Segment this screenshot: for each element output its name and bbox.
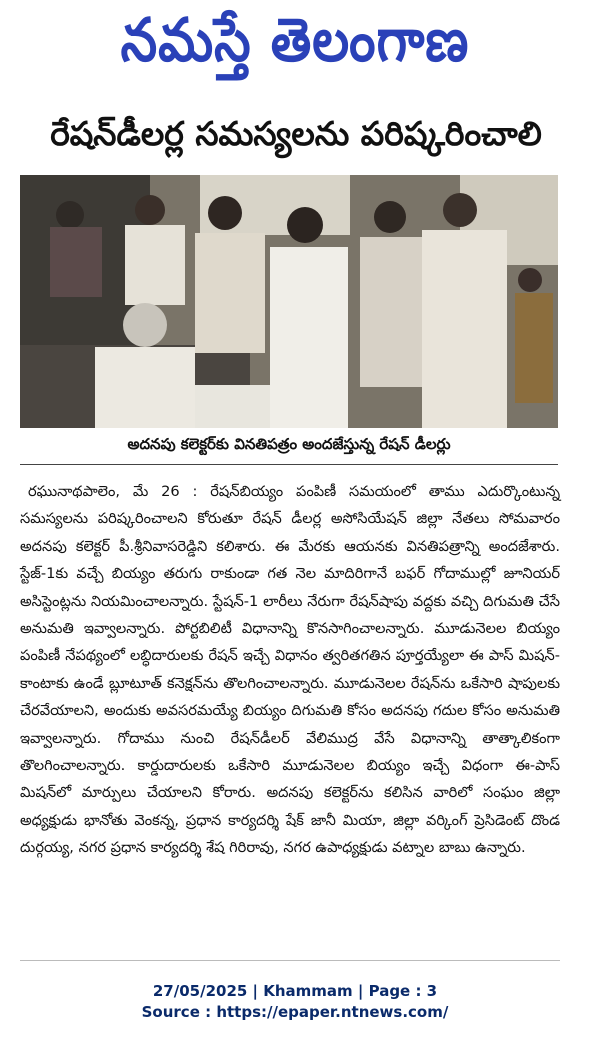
article-body	[20, 478, 560, 862]
article-headline	[20, 104, 572, 170]
photo-caption	[20, 428, 558, 465]
photo-caption-text: అదనపు కలెక్టర్‌కు వినతిపత్రం అందజేస్తున్న రేషన్ డీలర్లు	[127, 435, 451, 453]
headline-text: రేషన్‌డీలర్ల సమస్యలను పరిష్కరించాలి	[50, 113, 542, 153]
newspaper-masthead	[0, 0, 590, 96]
masthead-title: నమస్తే తెలంగాణ	[120, 6, 470, 76]
footer-source: Source : https://epaper.ntnews.com/	[141, 1003, 449, 1021]
article-paragraph: రఘునాథపాలెం, మే 26 : రేషన్‌బియ్యం పంపిణీ సమయంలో తాము ఎదుర్కొంటున్న సమస్యలను పరిష్కరించాలని కోరుతూ రేషన్ డీలర్ల అసోసియేషన్ జిల్లా నేతలు సోమవారం అదనపు కలెక్టర్ పీ.శ్రీనివాసరెడ్డిని కలిశారు. ఈ మేరకు ఆయనకు వినతిపత్రాన్ని అందజేశారు. స్టేజ్-1కు వచ్చే బియ్యం తరుగు రాకుండా గత నెల మాదిరిగానే బఫర్ గోదాముల్లో జూనియర్ అసిస్టెంట్లను నియమించాలన్నారు. స్టేషన్-1 లారీలు నేరుగా రేషన్‌షాపు వద్దకు వచ్చి దిగుమతి చేసే అనుమతి ఇవ్వాలన్నారు. పోర్టబిలిటీ విధానాన్ని కొనసాగించాలన్నారు. మూడునెలల బియ్యం పంపిణీ నేపథ్యంలో లబ్ధిదారులకు రేషన్ ఇచ్చే విధానం త్వరితగతిన పూర్తయ్యేలా ఈ పాస్ మిషన్-కాంటాకు ఉండే బ్లూటూత్ కనెక్షన్‌ను తొలగించాలన్నారు. మూడునెలల రేషన్‌ను ఒకేసారి షాపులకు చేరవేయాలని, అందుకు అవసరమయ్యే బియ్యం దిగుమతి కోసం అదనపు గదుల కోసం అనుమతి ఇవ్వాలన్నారు. గోదాము నుంచి రేషన్‌డీలర్ వేలిముద్ర వేసే విధానాన్ని తాత్కాలికంగా తొలగించాలన్నారు. కార్డుదారులకు ఒకేసారి మూడునెలల బియ్యం ఇచ్చే విధంగా ఈ-పాస్ మిషన్‌లో మార్పులు చేయాలని కోరారు. అదనపు కలెక్టర్‌ను కలిసిన వారిలో సంఘం జిల్లా అధ్యక్షుడు భానోతు వెంకన్న, ప్రధాన కార్యదర్శి షేక్ జానీ మియా, జిల్లా వర్కింగ్ ప్రెసిడెంట్ దొండ దుర్గయ్య, నగర ప్రధాన కార్యదర్శి శేష గిరిరావు, నగర ఉపాధ్యక్షుడు వట్నాల బాబు ఉన్నారు.	[20, 483, 560, 857]
footer-dateline: 27/05/2025 | Khammam | Page : 3	[152, 982, 438, 1000]
article-photo	[20, 175, 558, 428]
photo-illustration	[20, 175, 558, 428]
footer-divider	[20, 960, 560, 961]
